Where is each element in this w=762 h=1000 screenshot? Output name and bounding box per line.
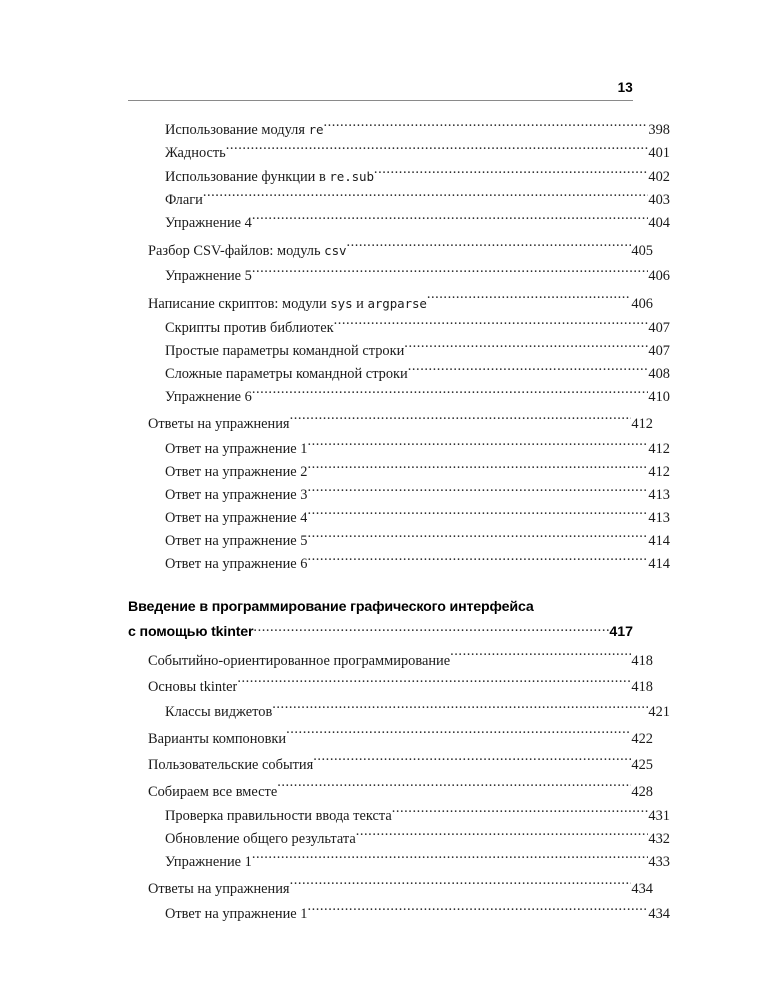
chapter-heading-line-2 (128, 620, 633, 645)
toc-entry[interactable] (165, 317, 670, 340)
dot-leader (203, 190, 649, 204)
toc-entry-title: Скрипты против библиотек (165, 320, 334, 336)
toc-entry-title: Использование модуля re (165, 122, 324, 138)
toc-entry[interactable] (148, 291, 653, 318)
toc-entry-page-number: 425 (631, 757, 653, 773)
toc-entry-title: Классы виджетов (165, 703, 273, 720)
toc-entry-title: Ответ на упражнение 6 (165, 555, 308, 572)
toc-entry-page-number: 433 (648, 854, 670, 870)
dot-leader (307, 903, 648, 917)
toc-entry-title: Ответы на упражнения (148, 416, 290, 432)
toc-entry[interactable] (165, 438, 670, 461)
toc-entry-page-number: 413 (648, 486, 670, 503)
toc-entry-page-number: 421 (648, 703, 670, 720)
toc-entry-title: Ответ на упражнение 3 (165, 486, 308, 503)
toc-entry-title: Ответ на упражнение 5 (165, 532, 308, 549)
toc-entry[interactable] (165, 461, 670, 484)
toc-entry-page-number: 405 (631, 243, 653, 259)
toc-entry-page-number: 401 (648, 145, 670, 161)
toc-entry[interactable] (165, 903, 670, 926)
toc-entry-page-number: 403 (648, 192, 670, 208)
dot-leader (253, 620, 609, 636)
toc-entry[interactable] (165, 265, 670, 288)
toc-entry[interactable] (165, 118, 670, 142)
toc-entry-title: Ответ на упражнение 2 (165, 463, 308, 480)
toc-entry[interactable] (148, 412, 653, 438)
toc-entry-page-number: 413 (648, 509, 670, 526)
dot-leader (290, 414, 632, 428)
dot-leader (252, 213, 649, 227)
toc-group-regex-scripts (128, 118, 670, 576)
dot-leader (392, 806, 649, 820)
table-of-contents (128, 118, 670, 926)
dot-leader (252, 387, 649, 401)
toc-entry-page-number: 406 (648, 267, 670, 284)
toc-entry-title: Варианты компоновки (148, 730, 287, 747)
toc-entry-page-number: 407 (648, 343, 670, 359)
toc-entry[interactable] (165, 165, 670, 189)
toc-entry-title: Использование функции в re.sub (165, 169, 374, 185)
toc-entry-title: Упражнение 1 (165, 854, 252, 870)
dot-leader (356, 829, 649, 843)
dot-leader (450, 650, 631, 664)
page-number-folio: 13 (617, 80, 633, 95)
toc-entry-title: Написание скриптов: модули sys и argparse (148, 295, 427, 312)
dot-leader (307, 553, 648, 567)
toc-entry-page-number: 434 (631, 881, 653, 897)
toc-entry-title: Простые параметры командной строки (165, 343, 405, 359)
chapter-page-number: 417 (609, 623, 633, 640)
dot-leader (252, 852, 649, 866)
toc-chapter-heading[interactable] (128, 595, 633, 645)
dot-leader (346, 241, 631, 255)
dot-leader (427, 293, 632, 307)
dot-leader (408, 364, 649, 378)
toc-entry-title: Пользовательские события (148, 757, 314, 773)
running-header (128, 80, 633, 101)
toc-entry-title: Обновление общего результата (165, 831, 356, 847)
dot-leader (237, 677, 631, 691)
toc-entry-title: Ответы на упражнения (148, 881, 290, 897)
dot-leader (404, 341, 648, 355)
toc-entry-page-number: 407 (648, 320, 670, 336)
toc-entry-page-number: 418 (631, 652, 653, 669)
toc-entry-page-number: 408 (648, 366, 670, 382)
toc-entry[interactable] (148, 238, 653, 265)
toc-entry-title: Проверка правильности ввода текста (165, 808, 392, 824)
toc-entry-title: Событийно-ориентированное программирование (148, 652, 451, 669)
dot-leader (226, 143, 649, 157)
toc-entry-title: Упражнение 5 (165, 267, 252, 284)
toc-entry-title: Жадность (165, 145, 226, 161)
toc-entry[interactable] (165, 484, 670, 507)
dot-leader (272, 701, 648, 715)
chapter-title-line-1: Введение в программирование графического интерфейса (128, 598, 534, 615)
toc-entry-page-number: 410 (648, 389, 670, 405)
toc-entry-page-number: 418 (631, 679, 653, 695)
toc-entry-page-number: 432 (648, 831, 670, 847)
dot-leader (286, 728, 631, 742)
toc-entry[interactable] (148, 727, 653, 753)
toc-entry-page-number: 402 (648, 169, 670, 185)
toc-entry[interactable] (165, 212, 670, 235)
header-divider-rule (128, 100, 633, 101)
dot-leader (307, 461, 648, 475)
toc-entry[interactable] (165, 828, 670, 851)
toc-entry-title: Собираем все вместе (148, 783, 278, 800)
dot-leader (277, 781, 631, 795)
toc-entry-page-number: 414 (648, 532, 670, 549)
dot-leader (313, 755, 631, 769)
toc-entry-title: Ответ на упражнение 4 (165, 509, 308, 526)
dot-leader (307, 530, 648, 544)
toc-entry-title: Разбор CSV-файлов: модуль csv (148, 243, 347, 259)
toc-group-tkinter (128, 649, 670, 926)
toc-entry-title: Сложные параметры командной строки (165, 366, 408, 382)
dot-leader (290, 879, 632, 893)
chapter-heading-line-1 (128, 595, 633, 620)
dot-leader (334, 318, 649, 332)
toc-entry-page-number: 406 (631, 295, 653, 312)
toc-entry[interactable] (165, 701, 670, 724)
toc-entry-title: Основы tkinter (148, 679, 238, 695)
toc-entry-title: Ответ на упражнение 1 (165, 905, 308, 922)
toc-entry-page-number: 414 (648, 555, 670, 572)
toc-entry[interactable] (165, 189, 670, 212)
toc-entry-page-number: 431 (648, 808, 670, 824)
dot-leader (307, 507, 648, 521)
toc-entry[interactable] (148, 780, 653, 806)
toc-entry-page-number: 428 (631, 783, 653, 800)
dot-leader (323, 120, 648, 134)
toc-entry-page-number: 412 (631, 416, 653, 432)
toc-entry[interactable] (148, 753, 653, 779)
dot-leader (307, 438, 648, 452)
toc-entry[interactable] (165, 530, 670, 553)
toc-entry-page-number: 422 (631, 730, 653, 747)
dot-leader (252, 265, 649, 279)
toc-entry[interactable] (165, 386, 670, 409)
toc-entry[interactable] (148, 675, 653, 701)
dot-leader (374, 167, 648, 181)
toc-entry[interactable] (148, 649, 653, 675)
toc-entry[interactable] (165, 507, 670, 530)
toc-entry[interactable] (165, 553, 670, 576)
toc-entry[interactable] (165, 363, 670, 386)
toc-entry-title: Упражнение 6 (165, 389, 252, 405)
toc-entry[interactable] (165, 340, 670, 363)
toc-entry[interactable] (165, 142, 670, 165)
toc-entry[interactable] (165, 805, 670, 828)
toc-entry[interactable] (148, 877, 653, 903)
toc-entry-page-number: 434 (648, 905, 670, 922)
chapter-title-line-2: с помощью tkinter (128, 623, 254, 640)
toc-entry-page-number: 398 (648, 122, 670, 138)
toc-entry-page-number: 404 (648, 215, 670, 231)
toc-entry-title: Флаги (165, 192, 203, 208)
dot-leader (307, 484, 648, 498)
toc-entry-title: Ответ на упражнение 1 (165, 440, 308, 457)
toc-entry-page-number: 412 (648, 463, 670, 480)
toc-entry[interactable] (165, 851, 670, 874)
toc-entry-page-number: 412 (648, 440, 670, 457)
toc-entry-title: Упражнение 4 (165, 215, 252, 231)
